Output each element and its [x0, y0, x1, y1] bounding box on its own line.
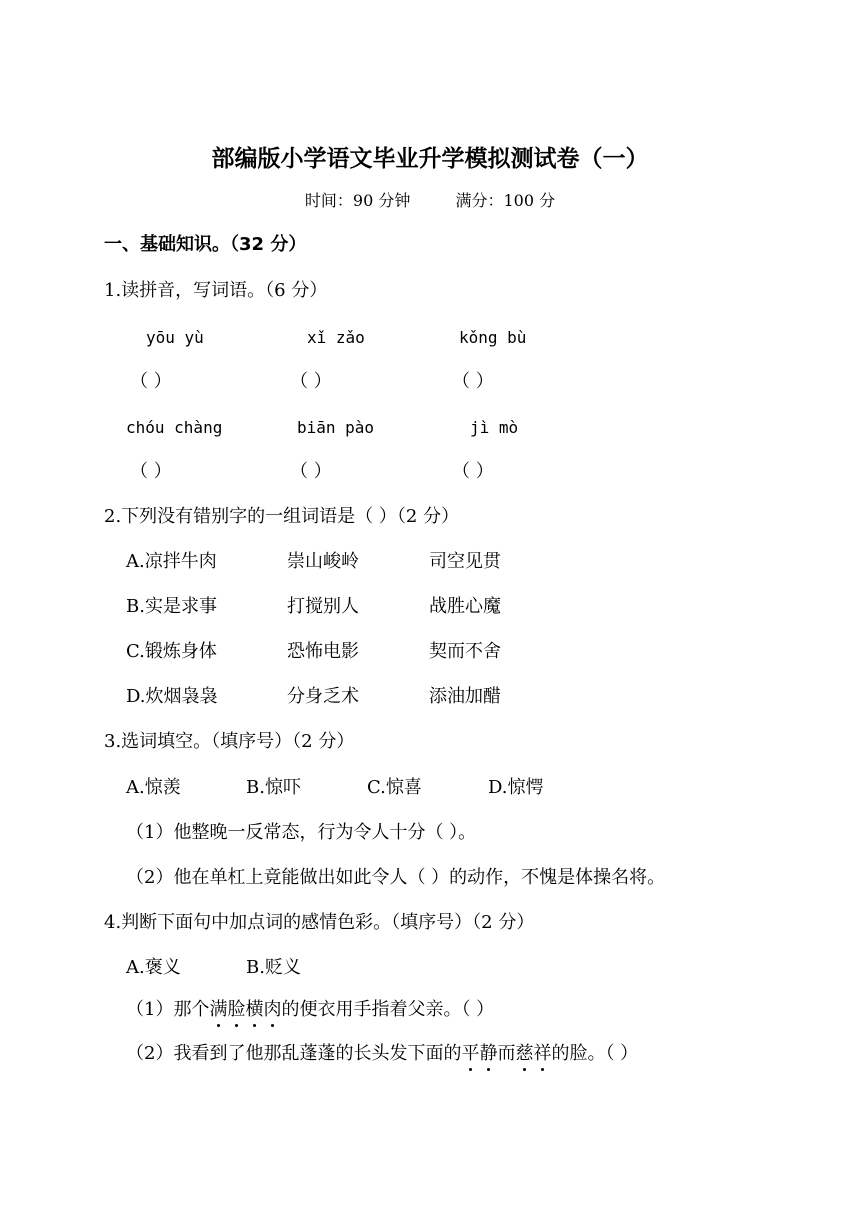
pinyin-5: biān pào: [297, 418, 375, 437]
answer-blank[interactable]: （ ）: [290, 371, 332, 392]
sentence-text: 而: [497, 1043, 516, 1064]
sentence-1: （1）他整晚一反常态，行为令人十分（ ）。: [126, 822, 477, 843]
option-d-word-2: 分身乏术: [287, 686, 359, 707]
word-option-a: A.惊羡: [126, 777, 181, 798]
section-heading: 一、基础知识。（32 分）: [104, 234, 307, 255]
option-d-word-1: D.炊烟袅袅: [126, 686, 218, 707]
dotted-char: 平: [461, 1043, 480, 1064]
question-3-prompt: 3.选词填空。（填序号）（2 分）: [104, 731, 355, 752]
answer-blank[interactable]: （ ）: [130, 461, 172, 482]
dotted-char: 肉: [263, 999, 282, 1020]
option-c-word-2: 恐怖电影: [287, 641, 359, 662]
dotted-char: 慈: [515, 1043, 534, 1064]
option-a-word-2: 崇山峻岭: [287, 551, 359, 572]
time-limit: 时间：90 分钟: [304, 191, 411, 210]
dotted-char: 祥: [533, 1043, 552, 1064]
sentence-text: （2）我看到了他那乱蓬蓬的长头发下面的: [126, 1043, 462, 1064]
exam-title: 部编版小学语文毕业升学模拟测试卷（一）: [211, 146, 649, 172]
dotted-char: 满: [209, 999, 228, 1020]
sentence-2: （2）他在单杠上竟能做出如此令人（ ）的动作，不愧是体操名将。: [126, 867, 666, 888]
sentence-2: [126, 1042, 638, 1066]
option-b-word-1: B.实是求事: [126, 596, 217, 617]
answer-blank[interactable]: （ ）: [452, 461, 494, 482]
question-1-prompt: 1.读拼音，写词语。（6 分）: [104, 280, 328, 301]
option-a-word-1: A.凉拌牛肉: [126, 551, 217, 572]
pinyin-6: jì mò: [470, 418, 519, 437]
pinyin-1: yōu yù: [146, 328, 204, 347]
sentence-text: 的便衣用手指着父亲。（ ）: [281, 999, 495, 1020]
answer-blank[interactable]: （ ）: [290, 461, 332, 482]
pinyin-2: xǐ zǎo: [307, 328, 365, 347]
option-d-word-3: 添油加醋: [429, 686, 501, 707]
option-b-word-2: 打搅别人: [287, 596, 359, 617]
word-option-c: C.惊喜: [367, 777, 422, 798]
sentiment-option-a: A.褒义: [126, 957, 181, 978]
option-c-word-1: C.锻炼身体: [126, 641, 217, 662]
exam-info: [0, 189, 860, 213]
option-c-word-3: 契而不舍: [429, 641, 501, 662]
word-option-b: B.惊吓: [246, 777, 301, 798]
full-score: 满分：100 分: [455, 191, 556, 210]
sentence-text: 的脸。（ ）: [551, 1043, 639, 1064]
sentiment-option-b: B.贬义: [246, 957, 301, 978]
word-option-d: D.惊愕: [488, 777, 544, 798]
dotted-char: 横: [245, 999, 264, 1020]
answer-blank[interactable]: （ ）: [130, 371, 172, 392]
sentence-1: [126, 998, 494, 1022]
sentence-text: （1）那个: [126, 999, 210, 1020]
pinyin-4: chóu chàng: [126, 418, 223, 437]
question-2-prompt: 2.下列没有错别字的一组词语是（ ）（2 分）: [104, 506, 460, 527]
dotted-char: 静: [479, 1043, 498, 1064]
pinyin-3: kǒng bù: [459, 328, 527, 347]
option-b-word-3: 战胜心魔: [429, 596, 501, 617]
dotted-char: 脸: [227, 999, 246, 1020]
question-4-prompt: 4.判断下面句中加点词的感情色彩。（填序号）（2 分）: [104, 912, 535, 933]
option-a-word-3: 司空见贯: [429, 551, 501, 572]
answer-blank[interactable]: （ ）: [452, 371, 494, 392]
